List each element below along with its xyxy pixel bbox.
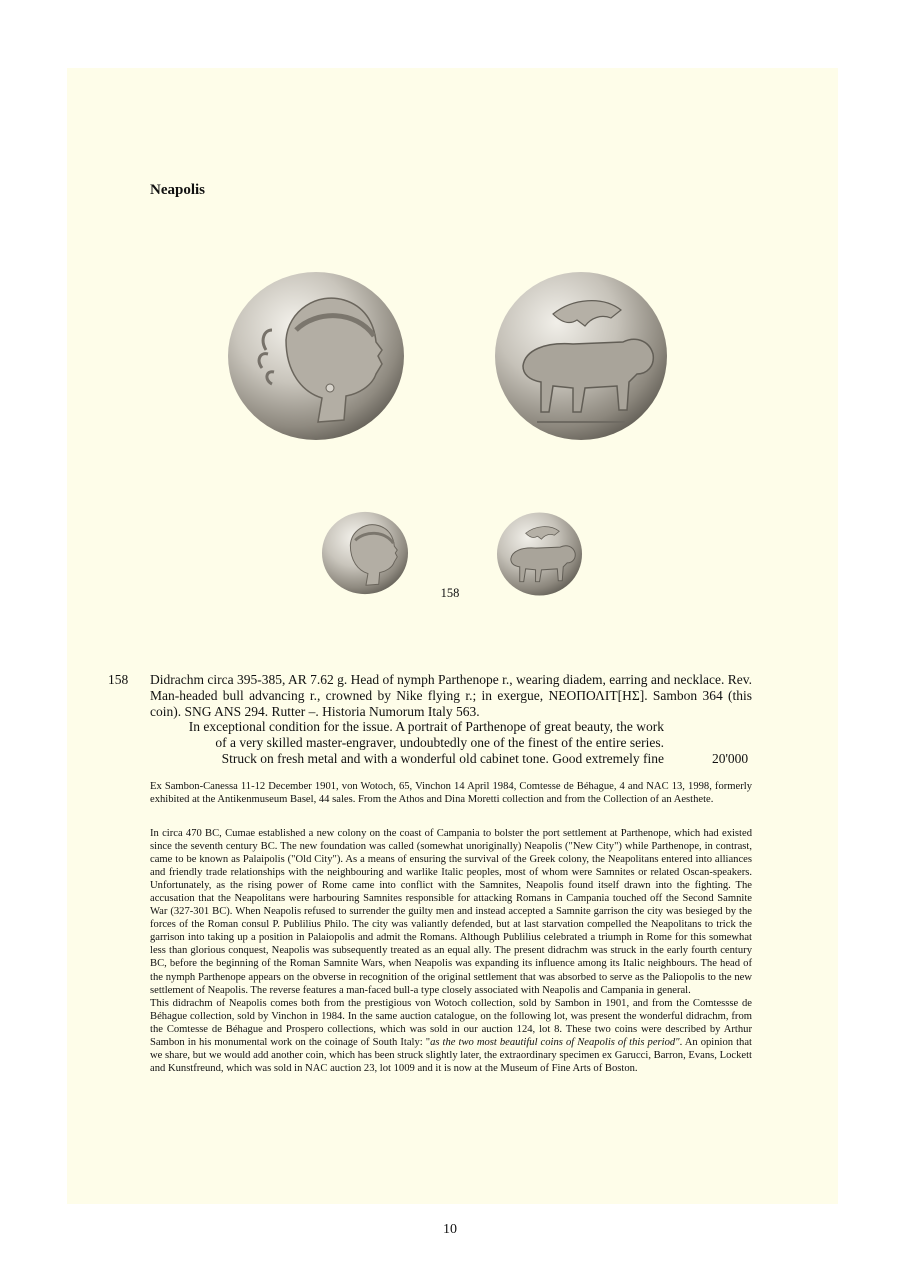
lot-description: Didrachm circa 395-385, AR 7.62 g. Head of nymph Parthenope r., wearing diadem, earring and necklace. Rev. Man-headed bull advancing r., crowned by Nike flying r.; in exergue, ΝΕΟΠΟΛΙΤ[ΗΣ]. Sambon 364 (this coin). SNG ANS 294. Rutter –. Historia Numorum Italy 563.	[150, 672, 752, 719]
essay-paragraph-1: In circa 470 BC, Cumae established a new colony on the coast of Campania to bolster the port settlement at Parthenope, which had existed since the seventh century BC. The new foundation was called (somewhat unoriginally) Neapolis ("New City") while Parthenope, in contrast, came to be known as Palaipolis ("Old City"). As a means of ensuring the survival of the Greek colony, the Neapolitans entered into alliances and friendly trade relationships with the neighbouring and warlike Italic peoples, most of whom were Samnites or related Oscan-speakers. Unfortunately, as the rising power of Rome came into conflict with the Samnites, Neapolis found itself drawn into the fighting. The accusation that the Neapolitans were harbouring Samnites responsible for attacking Romans in Campania touched off the Second Samnite War (327-301 BC). When Neapolis refused to surrender the guilty men and instead accepted a Samnite garrison the city was besieged by the forces of the Roman consul P. Publilius Philo. The city was valiantly defended, but at last starvation compelled the Neapolitans to trick the garrison into taking up a position in Palaiopolis and admit the Romans. Although Publilius celebrated a triumph in Rome for this somewhat less than glorious conquest, Neapolis was subsequently treated as an equal ally. The present didrachm was struck in the early fourth century BC, before the beginning of the Roman Samnite Wars, when Neapolis was expanding its influence among its Italic neighbours. The head of the nymph Parthenope appears on the obverse in recognition of the original settlement that was absorbed to serve as the Paliopolis to the new settlement of Neapolis. The reverse features a man-faced bull-a type closely associated with Neapolis and Campania in general.	[150, 828, 752, 996]
condition-line-3: Struck on fresh metal and with a wonderful old cabinet tone. Good extremely fine	[221, 751, 664, 766]
essay-p2-intro: This didrachm of Neapolis comes both from the prestigious von Wotoch collection, sold by Sambon in 1901, and from the Comtessse de Béhague collection, sold by Vinchon in 1984. In the same auction catalogue, on the following lot, was present the wonderful didrachm, from the Comtesse de Béhague and Prospero collections, which was sold in our auction 124, lot 8. These two coins were described by Arthur Sambon in his monumental work on the coinage of South Italy: "	[150, 997, 752, 1048]
essay-p2-outro: . An opinion that we share, but we would add another coin, which has been struck slightly later, the extraordinary specimen ex Garucci, Barron, Evans, Lockett and Kunstfreund, which was sold in NAC auction 23, lot 1009 and it is now at the Museum of Fine Arts of Boston.	[150, 1036, 752, 1074]
coin-obverse-large	[226, 270, 406, 442]
page-number: 10	[443, 1222, 457, 1237]
sambon-quote: as the two most beautiful coins of Neapolis of this period"	[430, 1036, 680, 1048]
condition-line-1: In exceptional condition for the issue. A portrait of Parthenope of great beauty, the work	[188, 719, 664, 734]
coin-obverse-small	[321, 510, 409, 596]
section-heading: Neapolis	[150, 182, 206, 198]
lot-essay	[150, 827, 752, 1075]
lot-number: 158	[108, 672, 129, 687]
coin-reverse-small	[496, 510, 584, 598]
lot-caption: 158	[440, 586, 460, 600]
coin-reverse-large	[493, 270, 671, 442]
essay-paragraph-2	[150, 997, 752, 1075]
provenance-note: Ex Sambon-Canessa 11-12 December 1901, von Wotoch, 65, Vinchon 14 April 1984, Comtesse de Béhague, 4 and NAC 13, 1998, formerly exhibited at the Antikenmuseum Basel, 44 sales. From the Athos and Dina Moretti collection and from the Collection of an Aesthete.	[150, 781, 752, 805]
condition-line-2: of a very skilled master-engraver, undoubtedly one of the finest of the entire series.	[215, 735, 664, 750]
estimate-price: 20'000	[712, 751, 749, 766]
